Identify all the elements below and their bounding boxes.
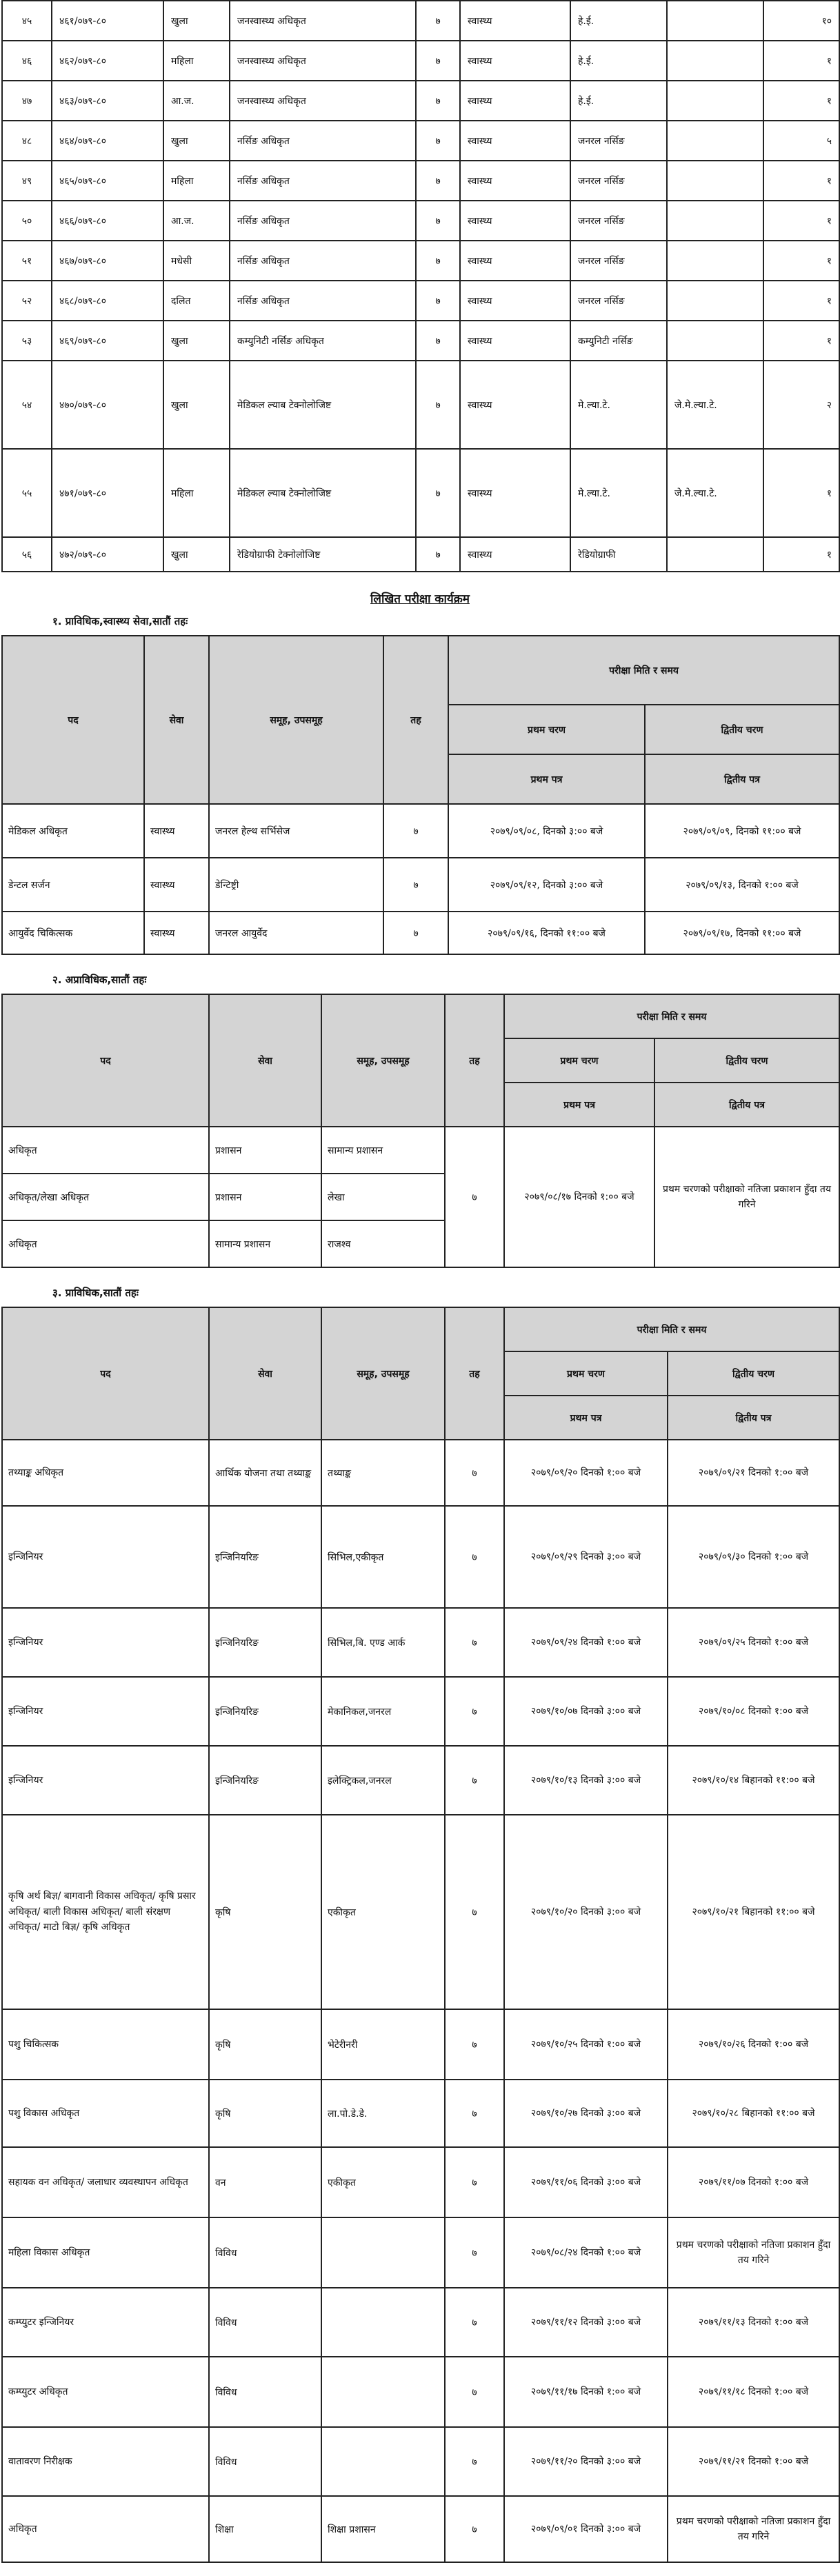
service: स्वास्थ्य	[460, 161, 570, 201]
advert-code: ४६२/०७९-८०	[52, 41, 163, 81]
level: ७	[383, 912, 448, 954]
service: वन	[209, 2147, 321, 2217]
second-paper-date: २०७९/०९/१७, दिनको ११:०० बजे	[645, 912, 839, 954]
header-level: तह	[445, 994, 504, 1127]
extra-qualification	[667, 1, 763, 41]
section-2-table	[1, 994, 840, 1268]
service: स्वास्थ्य	[460, 1, 570, 41]
inclusion-group: आ.ज.	[163, 81, 230, 121]
service: स्वास्थ्य	[460, 121, 570, 161]
second-paper-date: २०७९/१०/१४ बिहानको ११:०० बजे	[668, 1746, 839, 1815]
header-group: समूह, उपसमूह	[321, 994, 445, 1127]
section-2-heading: २. अप्राविधिक,सातौं तहः	[52, 974, 147, 986]
table-row	[2, 41, 839, 81]
level: ७	[445, 2288, 504, 2357]
level: ७	[445, 1127, 504, 1267]
second-paper-date: २०७९/१०/२१ बिहानको ११:०० बजे	[668, 1815, 839, 2009]
first-paper-date: २०७९/१०/१३ दिनको ३:०० बजे	[504, 1746, 668, 1815]
advert-code: ४६७/०७९-८०	[52, 241, 163, 281]
second-paper-date: २०७९/१०/०८ दिनको १:०० बजे	[668, 1677, 839, 1746]
second-paper-date: २०७९/०९/१३, दिनको १:०० बजे	[645, 858, 839, 912]
header-level: तह	[383, 636, 448, 804]
post-name: इन्जिनियर	[2, 1506, 209, 1608]
table-row	[2, 1, 839, 41]
section-3-heading: ३. प्राविधिक,सातौं तहः	[52, 1287, 139, 1299]
group-subgroup: मे.ल्या.टे.	[570, 361, 667, 449]
row-number: ५०	[2, 201, 52, 241]
level: ७	[416, 81, 460, 121]
post-name: महिला विकास अधिकृत	[2, 2217, 209, 2288]
header-first-paper: प्रथम पत्र	[504, 1083, 654, 1127]
group-subgroup	[321, 2288, 445, 2357]
first-paper-date: २०७९/१०/०७ दिनको ३:०० बजे	[504, 1677, 668, 1746]
post-name: पशु विकास अधिकृत	[2, 2080, 209, 2147]
service: स्वास्थ्य	[144, 804, 209, 858]
level: ७	[445, 2147, 504, 2217]
post-name: तथ्याङ्क अधिकृत	[2, 1440, 209, 1506]
vacancy-table	[1, 0, 840, 572]
level: ७	[416, 201, 460, 241]
group-subgroup: राजश्व	[321, 1220, 445, 1267]
group-subgroup: भेटेरीनरी	[321, 2009, 445, 2080]
first-paper-date: २०७९/०८/२४ दिनको १:०० बजे	[504, 2217, 668, 2288]
post-name: सहायक वन अधिकृत/ जलाधार व्यवस्थापन अधिकृत	[2, 2147, 209, 2217]
row-number: ४६	[2, 41, 52, 81]
level: ७	[416, 1, 460, 41]
extra-qualification	[667, 121, 763, 161]
first-paper-date: २०७९/०९/१२, दिनको ३:०० बजे	[448, 858, 645, 912]
table-row	[2, 858, 839, 912]
table-row	[2, 1746, 839, 1815]
advert-code: ४६४/०७९-८०	[52, 121, 163, 161]
header-first-paper: प्रथम पत्र	[448, 754, 645, 804]
table-row	[2, 161, 839, 201]
post-name: नर्सिङ अधिकृत	[230, 121, 416, 161]
post-name: जनस्वास्थ्य अधिकृत	[230, 81, 416, 121]
table-row	[2, 2427, 839, 2496]
group-subgroup: जनरल आयुर्वेद	[209, 912, 383, 954]
header-group: समूह, उपसमूह	[209, 636, 383, 804]
group-subgroup: जनरल नर्सिङ	[570, 281, 667, 321]
header-post: पद	[2, 636, 144, 804]
group-subgroup: हे.ई.	[570, 81, 667, 121]
level: ७	[416, 537, 460, 572]
advert-code: ४६३/०७९-८०	[52, 81, 163, 121]
first-paper-date: २०७९/११/०६ दिनको ३:०० बजे	[504, 2147, 668, 2217]
service: स्वास्थ्य	[460, 449, 570, 537]
table-row	[2, 81, 839, 121]
service: प्रशासन	[209, 1174, 321, 1220]
post-count: १	[763, 161, 839, 201]
service: इन्जिनियरिङ	[209, 1677, 321, 1746]
service: विविध	[209, 2357, 321, 2427]
group-subgroup	[321, 2357, 445, 2427]
service: स्वास्थ्य	[460, 81, 570, 121]
table-row	[2, 537, 839, 572]
inclusion-group: महिला	[163, 41, 230, 81]
header-first-phase: प्रथम चरण	[504, 1351, 668, 1396]
exam-schedule-title: लिखित परीक्षा कार्यक्रम	[370, 592, 470, 606]
level: ७	[416, 121, 460, 161]
post-count: १	[763, 281, 839, 321]
level: ७	[445, 2427, 504, 2496]
first-paper-date: २०७९/०८/१७ दिनको १:०० बजे	[504, 1127, 654, 1267]
level: ७	[445, 1815, 504, 2009]
level: ७	[416, 161, 460, 201]
level: ७	[445, 2496, 504, 2562]
second-paper-date: २०७९/११/१३ दिनको १:०० बजे	[668, 2288, 839, 2357]
table-row	[2, 804, 839, 858]
level: ७	[383, 858, 448, 912]
group-subgroup: डेन्टिष्ट्री	[209, 858, 383, 912]
post-name: कृषि अर्थ बिज्ञ/ बागवानी विकास अधिकृत/ कृषि प्रसार अधिकृत/ बाली विकास अधिकृत/ बाली संरक्षण अधिकृत/ माटो बिज्ञ/ कृषि अधिकृत	[2, 1815, 209, 2009]
service: प्रशासन	[209, 1127, 321, 1174]
first-paper-date: २०७९/०९/२० दिनको १:०० बजे	[504, 1440, 668, 1506]
inclusion-group: महिला	[163, 449, 230, 537]
service: स्वास्थ्य	[460, 201, 570, 241]
first-paper-date: २०७९/१०/२७ दिनको ३:०० बजे	[504, 2080, 668, 2147]
inclusion-group: खुला	[163, 321, 230, 361]
post-name: नर्सिङ अधिकृत	[230, 201, 416, 241]
header-second-phase: द्वितीय चरण	[645, 705, 839, 754]
post-count: १	[763, 449, 839, 537]
inclusion-group: खुला	[163, 537, 230, 572]
post-name: इन्जिनियर	[2, 1677, 209, 1746]
table-row	[2, 2080, 839, 2147]
extra-qualification: जे.मे.ल्या.टे.	[667, 449, 763, 537]
group-subgroup: हे.ई.	[570, 41, 667, 81]
advert-code: ४७०/०७९-८०	[52, 361, 163, 449]
extra-qualification	[667, 81, 763, 121]
second-paper-date: २०७९/१०/२६ दिनको १:०० बजे	[668, 2009, 839, 2080]
service: इन्जिनियरिङ	[209, 1608, 321, 1677]
service: सामान्य प्रशासन	[209, 1220, 321, 1267]
post-count: १	[763, 241, 839, 281]
service: इन्जिनियरिङ	[209, 1506, 321, 1608]
table-row	[2, 1440, 839, 1506]
first-paper-date: २०७९/०९/१६, दिनको ११:०० बजे	[448, 912, 645, 954]
advert-code: ४६८/०७९-८०	[52, 281, 163, 321]
table-row	[2, 121, 839, 161]
extra-qualification: जे.मे.ल्या.टे.	[667, 361, 763, 449]
group-subgroup: मेकानिकल,जनरल	[321, 1677, 445, 1746]
first-paper-date: २०७९/०९/२९ दिनको ३:०० बजे	[504, 1506, 668, 1608]
table-row	[2, 241, 839, 281]
table-row	[2, 281, 839, 321]
post-name: जनस्वास्थ्य अधिकृत	[230, 41, 416, 81]
table-row	[2, 1815, 839, 2009]
inclusion-group: दलित	[163, 281, 230, 321]
service: स्वास्थ्य	[460, 361, 570, 449]
first-paper-date: २०७९/११/१२ दिनको ३:०० बजे	[504, 2288, 668, 2357]
first-paper-date: २०७९/१०/२० दिनको ३:०० बजे	[504, 1815, 668, 2009]
level: ७	[416, 241, 460, 281]
extra-qualification	[667, 281, 763, 321]
row-number: ५१	[2, 241, 52, 281]
table-row	[2, 1677, 839, 1746]
table-row	[2, 361, 839, 449]
service: कृषि	[209, 2080, 321, 2147]
service: स्वास्थ्य	[144, 912, 209, 954]
post-name: नर्सिङ अधिकृत	[230, 281, 416, 321]
table-row	[2, 2288, 839, 2357]
service: विविध	[209, 2217, 321, 2288]
table-row	[2, 449, 839, 537]
service: आर्थिक योजना तथा तथ्याङ्क	[209, 1440, 321, 1506]
level: ७	[445, 1746, 504, 1815]
post-name: मेडिकल ल्याब टेक्नोलोजिष्ट	[230, 449, 416, 537]
group-subgroup: जनरल नर्सिङ	[570, 201, 667, 241]
header-first-phase: प्रथम चरण	[448, 705, 645, 754]
row-number: ४७	[2, 81, 52, 121]
table-row	[2, 912, 839, 954]
group-subgroup: लेखा	[321, 1174, 445, 1220]
level: ७	[445, 1440, 504, 1506]
table-row	[2, 2357, 839, 2427]
post-name: मेडिकल अधिकृत	[2, 804, 144, 858]
extra-qualification	[667, 161, 763, 201]
header-exam-date: परीक्षा मिति र समय	[448, 636, 839, 705]
service: स्वास्थ्य	[460, 321, 570, 361]
group-subgroup: जनरल नर्सिङ	[570, 241, 667, 281]
service: स्वास्थ्य	[460, 241, 570, 281]
group-subgroup	[321, 2217, 445, 2288]
service: शिक्षा	[209, 2496, 321, 2562]
header-second-paper: द्वितीय पत्र	[654, 1083, 839, 1127]
post-count: १	[763, 41, 839, 81]
row-number: ५३	[2, 321, 52, 361]
header-post: पद	[2, 1307, 209, 1440]
inclusion-group: महिला	[163, 161, 230, 201]
row-number: ५२	[2, 281, 52, 321]
header-exam-date: परीक्षा मिति र समय	[504, 1307, 839, 1351]
group-subgroup: ला.पो.डे.डे.	[321, 2080, 445, 2147]
first-paper-date: २०७९/०९/०८, दिनको ३:०० बजे	[448, 804, 645, 858]
service: कृषि	[209, 1815, 321, 2009]
level: ७	[445, 1677, 504, 1746]
level: ७	[416, 321, 460, 361]
post-count: १	[763, 537, 839, 572]
second-paper-date: २०७९/०९/०९, दिनको ११:०० बजे	[645, 804, 839, 858]
second-paper-date: प्रथम चरणको परीक्षाको नतिजा प्रकाशन हुँदा तय गरिने	[668, 2217, 839, 2288]
header-first-phase: प्रथम चरण	[504, 1038, 654, 1083]
group-subgroup: सामान्य प्रशासन	[321, 1127, 445, 1174]
post-name: कम्युनिटी नर्सिङ अधिकृत	[230, 321, 416, 361]
second-paper-date: प्रथम चरणको परीक्षाको नतिजा प्रकाशन हुँदा तय गरिने	[654, 1127, 839, 1267]
first-paper-date: २०७९/१०/२५ दिनको १:०० बजे	[504, 2009, 668, 2080]
service: कृषि	[209, 2009, 321, 2080]
header-post: पद	[2, 994, 209, 1127]
group-subgroup: हे.ई.	[570, 1, 667, 41]
section-1-heading: १. प्राविधिक,स्वास्थ्य सेवा,सातौं तहः	[52, 615, 188, 627]
inclusion-group: खुला	[163, 1, 230, 41]
level: ७	[416, 41, 460, 81]
group-subgroup: शिक्षा प्रशासन	[321, 2496, 445, 2562]
first-paper-date: २०७९/०९/०१ दिनको ३:०० बजे	[504, 2496, 668, 2562]
row-number: ५४	[2, 361, 52, 449]
level: ७	[445, 1506, 504, 1608]
inclusion-group: मधेसी	[163, 241, 230, 281]
post-name: अधिकृत/लेखा अधिकृत	[2, 1174, 209, 1220]
post-name: कम्प्युटर अधिकृत	[2, 2357, 209, 2427]
header-exam-date: परीक्षा मिति र समय	[504, 994, 839, 1038]
second-paper-date: २०७९/०९/२१ दिनको १:०० बजे	[668, 1440, 839, 1506]
first-paper-date: २०७९/११/२० दिनको ३:०० बजे	[504, 2427, 668, 2496]
row-number: ४८	[2, 121, 52, 161]
extra-qualification	[667, 241, 763, 281]
post-count: १	[763, 321, 839, 361]
group-subgroup: इलेक्ट्रिकल,जनरल	[321, 1746, 445, 1815]
post-count: १	[763, 201, 839, 241]
table-row	[2, 2496, 839, 2562]
service: स्वास्थ्य	[460, 537, 570, 572]
service: स्वास्थ्य	[460, 41, 570, 81]
inclusion-group: आ.ज.	[163, 201, 230, 241]
level: ७	[416, 281, 460, 321]
group-subgroup: मे.ल्या.टे.	[570, 449, 667, 537]
level: ७	[445, 2217, 504, 2288]
advert-code: ४६९/०७९-८०	[52, 321, 163, 361]
header-second-phase: द्वितीय चरण	[654, 1038, 839, 1083]
post-name: कम्प्युटर इन्जिनियर	[2, 2288, 209, 2357]
service: इन्जिनियरिङ	[209, 1746, 321, 1815]
inclusion-group: खुला	[163, 361, 230, 449]
extra-qualification	[667, 201, 763, 241]
header-service: सेवा	[144, 636, 209, 804]
table-row	[2, 321, 839, 361]
group-subgroup: सिभिल,एकीकृत	[321, 1506, 445, 1608]
table-row	[2, 1506, 839, 1608]
post-name: नर्सिङ अधिकृत	[230, 241, 416, 281]
service: स्वास्थ्य	[460, 281, 570, 321]
level: ७	[445, 2080, 504, 2147]
header-first-paper: प्रथम पत्र	[504, 1396, 668, 1440]
level: ७	[416, 361, 460, 449]
table-row	[2, 2009, 839, 2080]
header-second-phase: द्वितीय चरण	[668, 1351, 839, 1396]
level: ७	[445, 2009, 504, 2080]
post-name: इन्जिनियर	[2, 1746, 209, 1815]
level: ७	[445, 2357, 504, 2427]
advert-code: ४६१/०७९-८०	[52, 1, 163, 41]
first-paper-date: २०७९/०९/२४ दिनको १:०० बजे	[504, 1608, 668, 1677]
row-number: ५६	[2, 537, 52, 572]
table-row	[2, 1608, 839, 1677]
header-service: सेवा	[209, 994, 321, 1127]
post-count: २	[763, 361, 839, 449]
post-count: १	[763, 81, 839, 121]
post-name: नर्सिङ अधिकृत	[230, 161, 416, 201]
second-paper-date: २०७९/०९/३० दिनको १:०० बजे	[668, 1506, 839, 1608]
table-row	[2, 2217, 839, 2288]
group-subgroup	[321, 2427, 445, 2496]
level: ७	[445, 1608, 504, 1677]
table-row	[2, 2147, 839, 2217]
post-name: जनस्वास्थ्य अधिकृत	[230, 1, 416, 41]
second-paper-date: प्रथम चरणको परीक्षाको नतिजा प्रकाशन हुँदा तय गरिने	[668, 2496, 839, 2562]
group-subgroup: तथ्याङ्क	[321, 1440, 445, 1506]
level: ७	[383, 804, 448, 858]
section-1-table	[1, 635, 840, 955]
header-group: समूह, उपसमूह	[321, 1307, 445, 1440]
header-level: तह	[445, 1307, 504, 1440]
header-service: सेवा	[209, 1307, 321, 1440]
first-paper-date: २०७९/११/१७ दिनको १:०० बजे	[504, 2357, 668, 2427]
row-number: ५५	[2, 449, 52, 537]
extra-qualification	[667, 537, 763, 572]
table-row	[2, 201, 839, 241]
service: विविध	[209, 2288, 321, 2357]
group-subgroup: एकीकृत	[321, 1815, 445, 2009]
row-number: ४५	[2, 1, 52, 41]
row-number: ४९	[2, 161, 52, 201]
header-second-paper: द्वितीय पत्र	[645, 754, 839, 804]
post-name: वातावरण निरीक्षक	[2, 2427, 209, 2496]
post-name: आयुर्वेद चिकित्सक	[2, 912, 144, 954]
group-subgroup: रेडियोग्राफी	[570, 537, 667, 572]
post-name: रेडियोग्राफी टेक्नोलोजिष्ट	[230, 537, 416, 572]
group-subgroup: कम्युनिटी नर्सिङ	[570, 321, 667, 361]
second-paper-date: २०७९/११/०७ दिनको १:०० बजे	[668, 2147, 839, 2217]
section-3-table	[1, 1307, 840, 2563]
inclusion-group: खुला	[163, 121, 230, 161]
post-count: १०	[763, 1, 839, 41]
post-name: मेडिकल ल्याब टेक्नोलोजिष्ट	[230, 361, 416, 449]
post-name: अधिकृत	[2, 1127, 209, 1174]
post-name: डेन्टल सर्जन	[2, 858, 144, 912]
header-second-paper: द्वितीय पत्र	[668, 1396, 839, 1440]
post-name: अधिकृत	[2, 2496, 209, 2562]
advert-code: ४७१/०७९-८०	[52, 449, 163, 537]
extra-qualification	[667, 41, 763, 81]
service: स्वास्थ्य	[144, 858, 209, 912]
table-row	[2, 1127, 839, 1174]
post-name: पशु चिकित्सक	[2, 2009, 209, 2080]
extra-qualification	[667, 321, 763, 361]
post-name: इन्जिनियर	[2, 1608, 209, 1677]
advert-code: ४६६/०७९-८०	[52, 201, 163, 241]
group-subgroup: सिभिल,बि. एण्ड आर्क	[321, 1608, 445, 1677]
level: ७	[416, 449, 460, 537]
group-subgroup: जनरल हेल्थ सर्भिसेज	[209, 804, 383, 858]
post-count: ५	[763, 121, 839, 161]
second-paper-date: २०७९/११/१८ दिनको १:०० बजे	[668, 2357, 839, 2427]
advert-code: ४७२/०७९-८०	[52, 537, 163, 572]
second-paper-date: २०७९/१०/२८ बिहानको ११:०० बजे	[668, 2080, 839, 2147]
group-subgroup: एकीकृत	[321, 2147, 445, 2217]
group-subgroup: जनरल नर्सिङ	[570, 121, 667, 161]
advert-code: ४६५/०७९-८०	[52, 161, 163, 201]
post-name: अधिकृत	[2, 1220, 209, 1267]
second-paper-date: २०७९/०९/२५ दिनको १:०० बजे	[668, 1608, 839, 1677]
service: विविध	[209, 2427, 321, 2496]
group-subgroup: जनरल नर्सिङ	[570, 161, 667, 201]
second-paper-date: २०७९/११/२१ दिनको १:०० बजे	[668, 2427, 839, 2496]
